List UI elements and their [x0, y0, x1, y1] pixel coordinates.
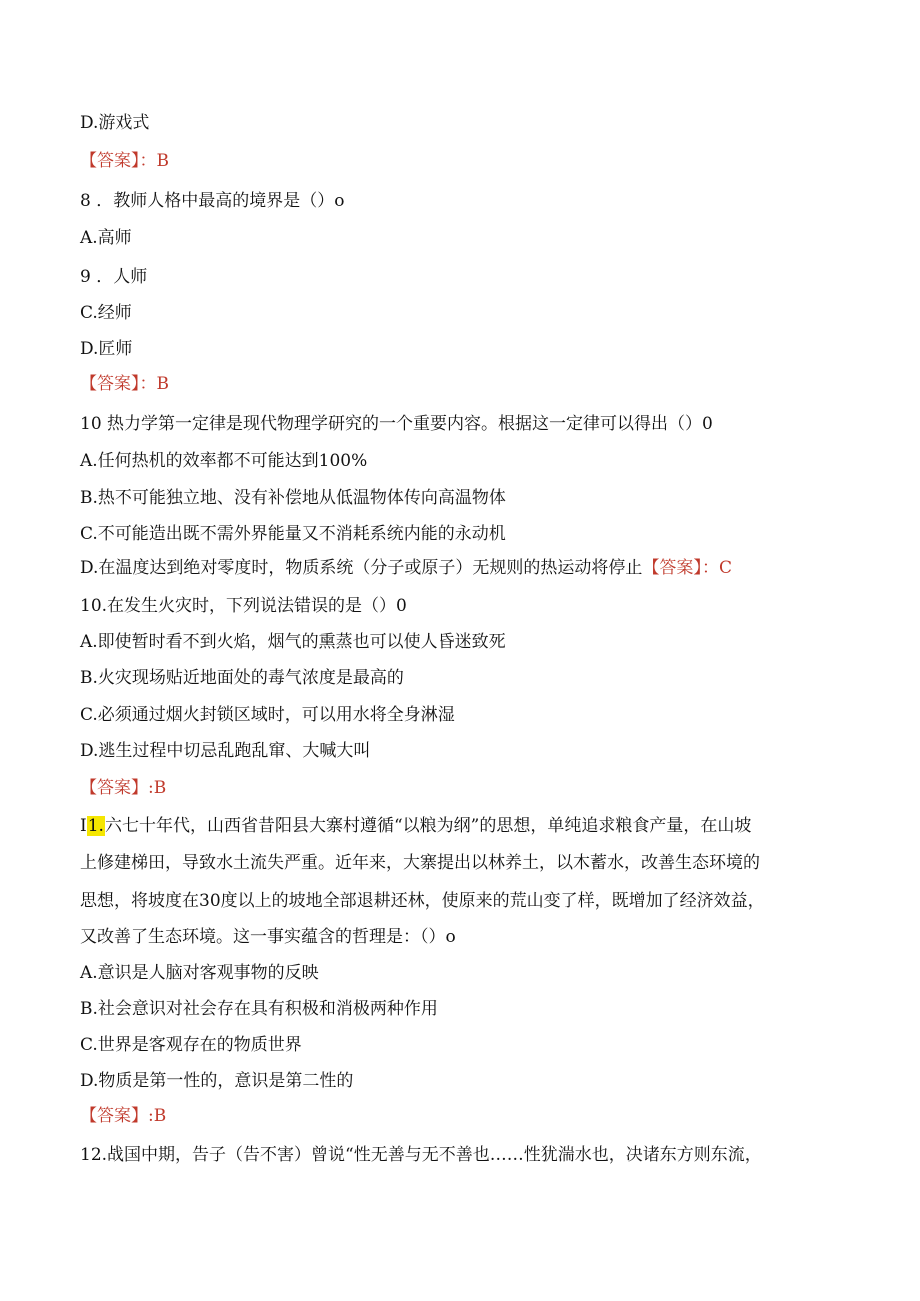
q10b-option-d: D.逃生过程中切忌乱跑乱窜、大喊大叫: [80, 741, 371, 761]
q11-answer: [80, 1105, 166, 1127]
q11-line-2: 上修建梯田，导致水土流失严重。近年来，大寨提出以林养土，以木蓄水，改善生态环境的: [80, 853, 760, 873]
answer-value: B: [156, 374, 169, 394]
answer-value: B: [156, 151, 169, 171]
answer-separator: ：: [139, 374, 157, 394]
q11-option-b: B.社会意识对社会存在具有积极和消极两种作用: [80, 999, 438, 1019]
answer-value: :B: [148, 778, 167, 798]
q10a-option-d: D.在温度达到绝对零度时，物质系统（分子或原子）无规则的热运动将停止: [80, 558, 643, 578]
q10a-option-b: B.热不可能独立地、没有补偿地从低温物体传向高温物体: [80, 488, 506, 508]
q8-option-c: C.经师: [80, 303, 132, 323]
q10b-option-b: B.火灾现场贴近地面处的毒气浓度是最高的: [80, 668, 404, 688]
q7-answer: [80, 150, 169, 172]
q11-option-c: C.世界是客观存在的物质世界: [80, 1035, 302, 1055]
q11-line-4: 又改善了生态环境。这一事实蕴含的哲理是：（）o: [80, 927, 456, 947]
answer-label: 【答案】: [80, 1106, 148, 1126]
answer-value: C: [718, 558, 732, 578]
answer-label: 【答案】: [80, 151, 140, 171]
q11-line-1-text: 六七十年代，山西省昔阳县大寨村遵循“以粮为纲”的思想，单纯追求粮食产量，在山坡: [104, 816, 752, 836]
q10b-option-c: C.必须通过烟火封锁区域时，可以用水将全身淋湿: [80, 705, 455, 725]
q10b-option-a: A.即使暂时看不到火焰，烟气的熏蒸也可以使人昏迷致死: [80, 632, 506, 652]
q10b-answer: [80, 777, 166, 799]
q8-option-d: D.匠师: [80, 339, 133, 359]
q10a-option-a: A.任何热机的效率都不可能达到100%: [80, 451, 368, 471]
q11-prefix: I: [80, 816, 87, 836]
q8-stem: 8 ．教师人格中最高的境界是（）o: [80, 191, 345, 211]
q10b-stem: 10.在发生火灾时，下列说法错误的是（）0: [80, 596, 407, 616]
q11-option-d: D.物质是第一性的，意识是第二性的: [80, 1071, 354, 1091]
q8-answer: [80, 373, 169, 395]
answer-label: 【答案】: [642, 558, 702, 578]
q10a-option-c: C.不可能造出既不需外界能量又不消耗系统内能的永动机: [80, 524, 506, 544]
q8-option-a: A.高师: [80, 228, 132, 248]
q11-line-1: [80, 815, 830, 837]
q12-line-1: 12.战国中期，告子（告不害）曾说“性无善与无不善也……性犹湍水也，决诸东方则东流，: [80, 1145, 762, 1165]
q11-option-a: A.意识是人脑对客观事物的反映: [80, 963, 319, 983]
q10a-stem: 10 热力学第一定律是现代物理学研究的一个重要内容。根据这一定律可以得出（）0: [80, 414, 713, 434]
q10a-option-d-with-answer: [80, 557, 732, 579]
q11-highlighted-number: 1.: [87, 816, 104, 836]
answer-label: 【答案】: [80, 778, 148, 798]
q11-line-3: 思想，将坡度在30度以上的坡地全部退耕还林，使原来的荒山变了样，既增加了经济效益，: [80, 891, 765, 911]
q8-option-b: 9 ．人师: [80, 267, 148, 287]
answer-separator: ：: [139, 151, 157, 171]
answer-label: 【答案】: [80, 374, 140, 394]
answer-separator: ：: [701, 558, 719, 578]
answer-value: :B: [148, 1106, 167, 1126]
q7-option-d: D.游戏式: [80, 113, 150, 133]
